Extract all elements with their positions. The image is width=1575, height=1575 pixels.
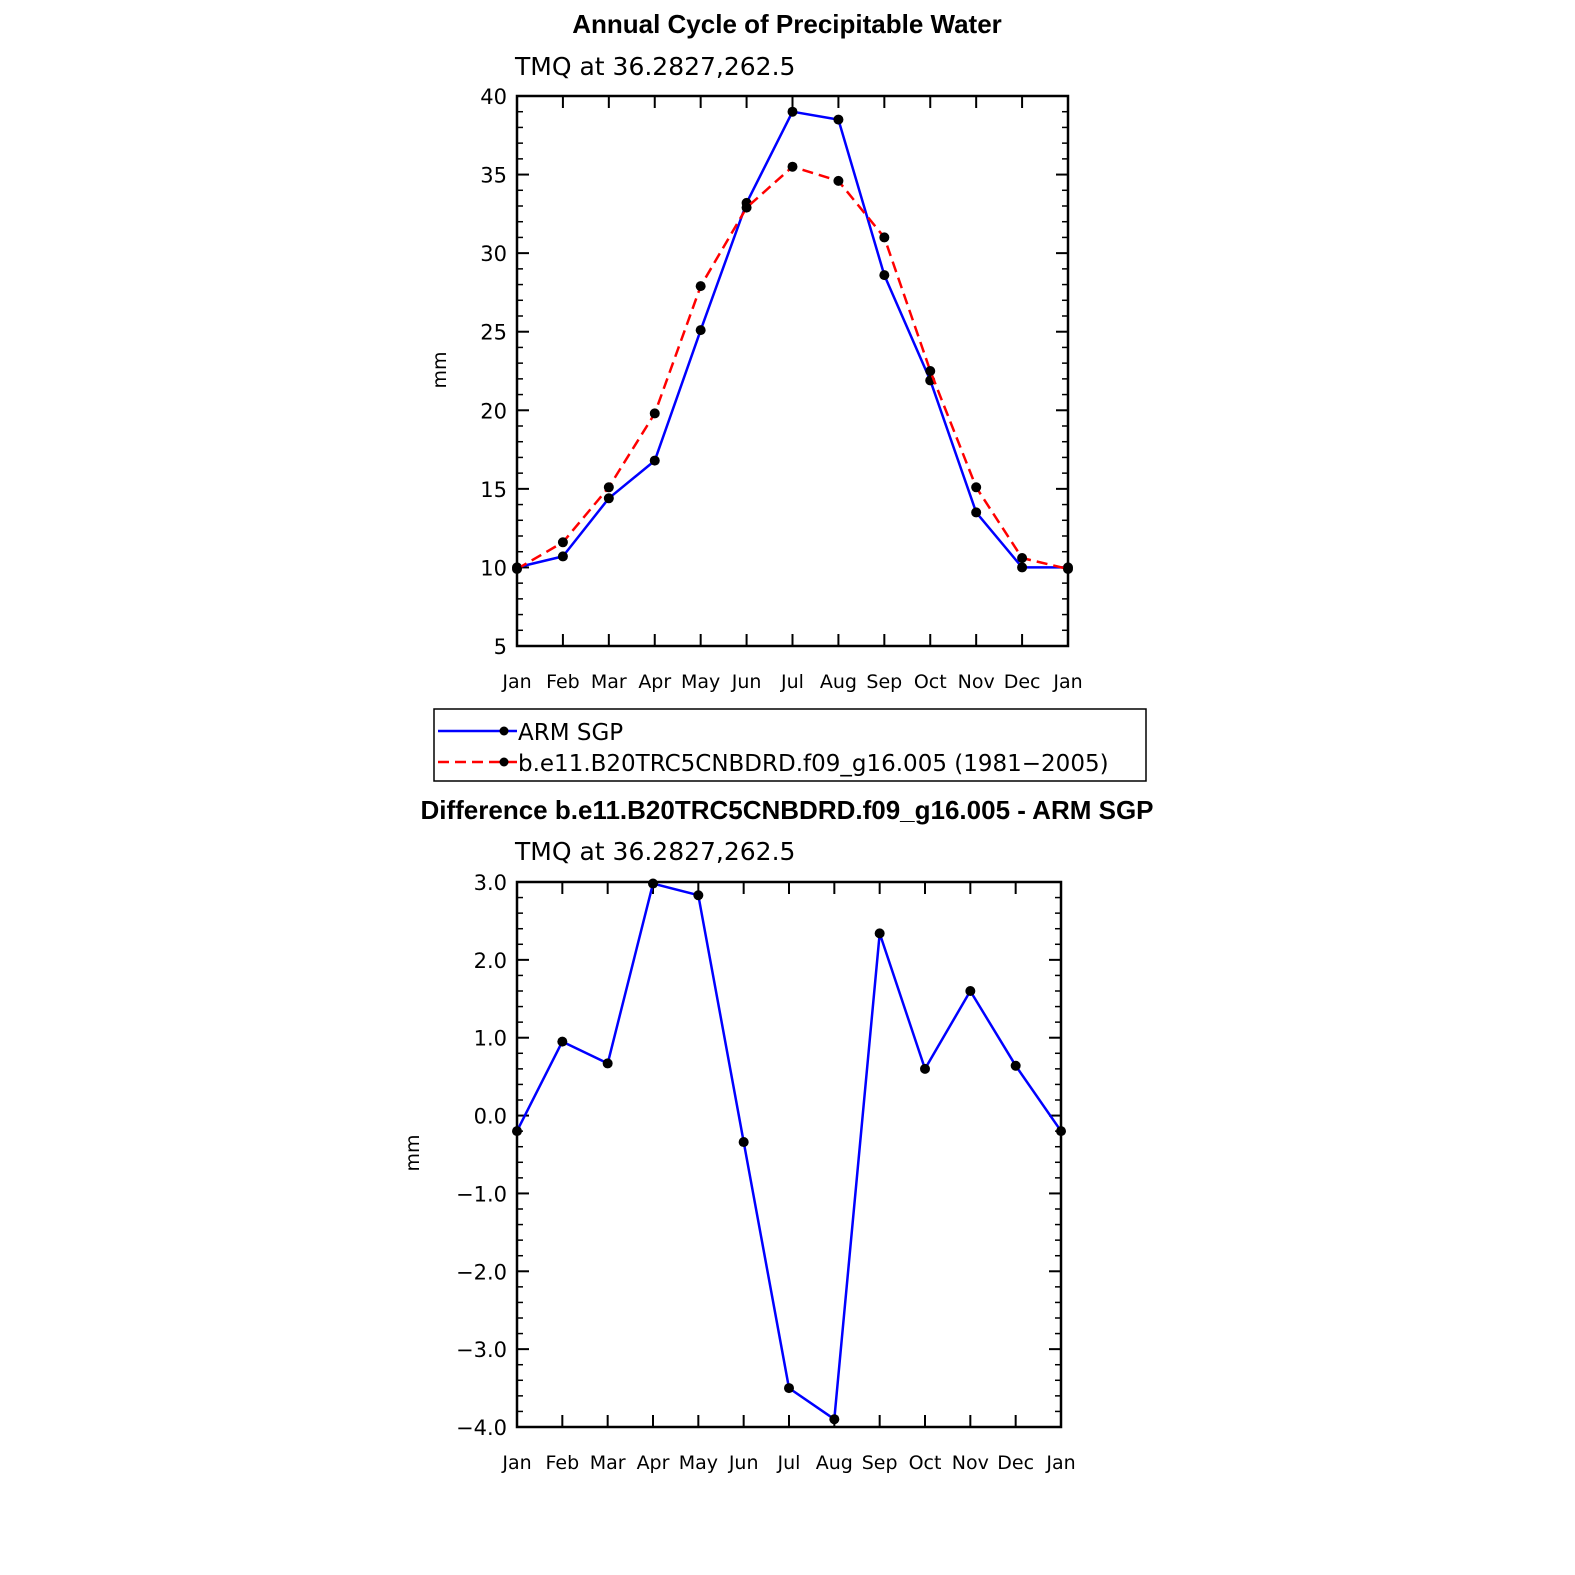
x-tick-label: Oct <box>913 671 947 693</box>
legend-label-model: b.e11.B20TRC5CNBDRD.f09_g16.005 (1981−2005) <box>518 751 1109 777</box>
data-point-series-1 <box>1017 553 1027 563</box>
data-point-series-1 <box>604 482 614 492</box>
legend-entry-model <box>438 751 1109 777</box>
plot-area <box>480 85 1082 693</box>
y-tick-label: 10 <box>480 556 507 581</box>
x-tick-label: Jan <box>1053 671 1083 693</box>
x-tick-label: Apr <box>638 671 672 693</box>
x-tick-label: Jul <box>777 1452 801 1474</box>
y-tick-label: 0.0 <box>473 1104 507 1129</box>
annual-cycle-chart <box>429 9 1083 693</box>
data-point-series-0 <box>648 879 658 889</box>
x-tick-label: Oct <box>908 1452 942 1474</box>
data-point-series-0 <box>603 1058 613 1068</box>
y-axis-label: mm <box>402 1134 424 1172</box>
y-tick-label: 20 <box>480 399 507 424</box>
x-tick-label: May <box>678 1452 718 1474</box>
data-point-series-1 <box>833 176 843 186</box>
x-tick-label: Feb <box>546 671 580 693</box>
data-point-series-1 <box>512 564 522 574</box>
data-point-series-0 <box>739 1137 749 1147</box>
y-tick-label: 15 <box>480 477 507 502</box>
legend <box>434 709 1146 781</box>
x-tick-label: Jan <box>502 1452 532 1474</box>
data-point-series-0 <box>1056 1126 1066 1136</box>
data-point-series-0 <box>879 270 889 280</box>
chart-subtitle: TMQ at 36.2827,262.5 <box>515 837 796 866</box>
x-tick-label: Jan <box>502 671 532 693</box>
data-point-series-0 <box>965 986 975 996</box>
x-tick-label: Aug <box>819 671 857 693</box>
y-tick-label: 2.0 <box>473 948 507 973</box>
x-tick-label: Dec <box>997 1452 1035 1474</box>
x-tick-label: Nov <box>951 1452 989 1474</box>
x-tick-label: Mar <box>590 671 627 693</box>
y-tick-label: 5 <box>493 635 507 659</box>
plot-frame <box>517 882 1061 1427</box>
y-tick-label: −4.0 <box>456 1416 507 1440</box>
data-point-series-0 <box>604 493 614 503</box>
plot-area <box>456 871 1076 1474</box>
x-tick-label: Sep <box>861 1452 898 1474</box>
y-tick-label: −3.0 <box>456 1338 507 1363</box>
y-tick-label: 25 <box>480 320 507 345</box>
x-tick-label: Jun <box>731 671 762 693</box>
data-point-series-0 <box>693 890 703 900</box>
data-point-series-0 <box>512 1126 522 1136</box>
data-point-series-0 <box>650 456 660 466</box>
y-tick-label: 1.0 <box>473 1026 507 1051</box>
data-point-series-1 <box>650 408 660 418</box>
data-point-series-0 <box>784 1383 794 1393</box>
difference-chart <box>402 795 1154 1474</box>
data-point-series-0 <box>1017 562 1027 572</box>
data-point-series-1 <box>696 281 706 291</box>
data-point-series-1 <box>1063 564 1073 574</box>
chart-subtitle: TMQ at 36.2827,262.5 <box>515 52 796 81</box>
x-tick-label: Apr <box>636 1452 670 1474</box>
data-point-series-1 <box>558 537 568 547</box>
legend-marker-arm-sgp <box>500 727 509 736</box>
data-point-series-1 <box>788 162 798 172</box>
y-tick-label: 30 <box>480 242 507 267</box>
data-point-series-0 <box>833 115 843 125</box>
legend-marker-model <box>500 758 509 767</box>
chart-title: Difference b.e11.B20TRC5CNBDRD.f09_g16.005 - ARM SGP <box>420 795 1154 825</box>
data-point-series-0 <box>971 507 981 517</box>
legend-label-arm-sgp: ARM SGP <box>518 720 624 746</box>
x-tick-label: Dec <box>1003 671 1041 693</box>
x-tick-label: Nov <box>957 671 995 693</box>
data-point-series-1 <box>742 203 752 213</box>
data-point-series-0 <box>1011 1061 1021 1071</box>
data-point-series-0 <box>788 107 798 117</box>
data-point-series-0 <box>875 928 885 938</box>
x-tick-label: May <box>681 671 721 693</box>
data-point-series-0 <box>920 1064 930 1074</box>
data-point-series-0 <box>558 551 568 561</box>
data-point-series-0 <box>696 325 706 335</box>
x-tick-label: Sep <box>866 671 903 693</box>
data-point-series-1 <box>971 482 981 492</box>
y-tick-label: 35 <box>480 163 507 188</box>
x-tick-label: Aug <box>815 1452 853 1474</box>
y-tick-label: −1.0 <box>456 1182 507 1207</box>
y-tick-label: 3.0 <box>473 871 507 895</box>
y-tick-label: −2.0 <box>456 1260 507 1285</box>
x-tick-label: Mar <box>589 1452 626 1474</box>
data-point-series-0 <box>829 1414 839 1424</box>
x-tick-label: Jul <box>781 671 804 693</box>
data-point-series-1 <box>879 232 889 242</box>
y-tick-label: 40 <box>480 85 507 109</box>
x-tick-label: Jun <box>728 1452 759 1474</box>
chart-title: Annual Cycle of Precipitable Water <box>572 9 1002 39</box>
x-tick-label: Jan <box>1046 1452 1076 1474</box>
series-line-0 <box>517 884 1061 1420</box>
plot-frame <box>517 96 1068 646</box>
y-axis-label: mm <box>429 351 451 389</box>
x-tick-label: Feb <box>545 1452 580 1474</box>
legend-entry-arm-sgp <box>438 720 623 746</box>
data-point-series-1 <box>925 366 935 376</box>
data-point-series-0 <box>557 1037 567 1047</box>
